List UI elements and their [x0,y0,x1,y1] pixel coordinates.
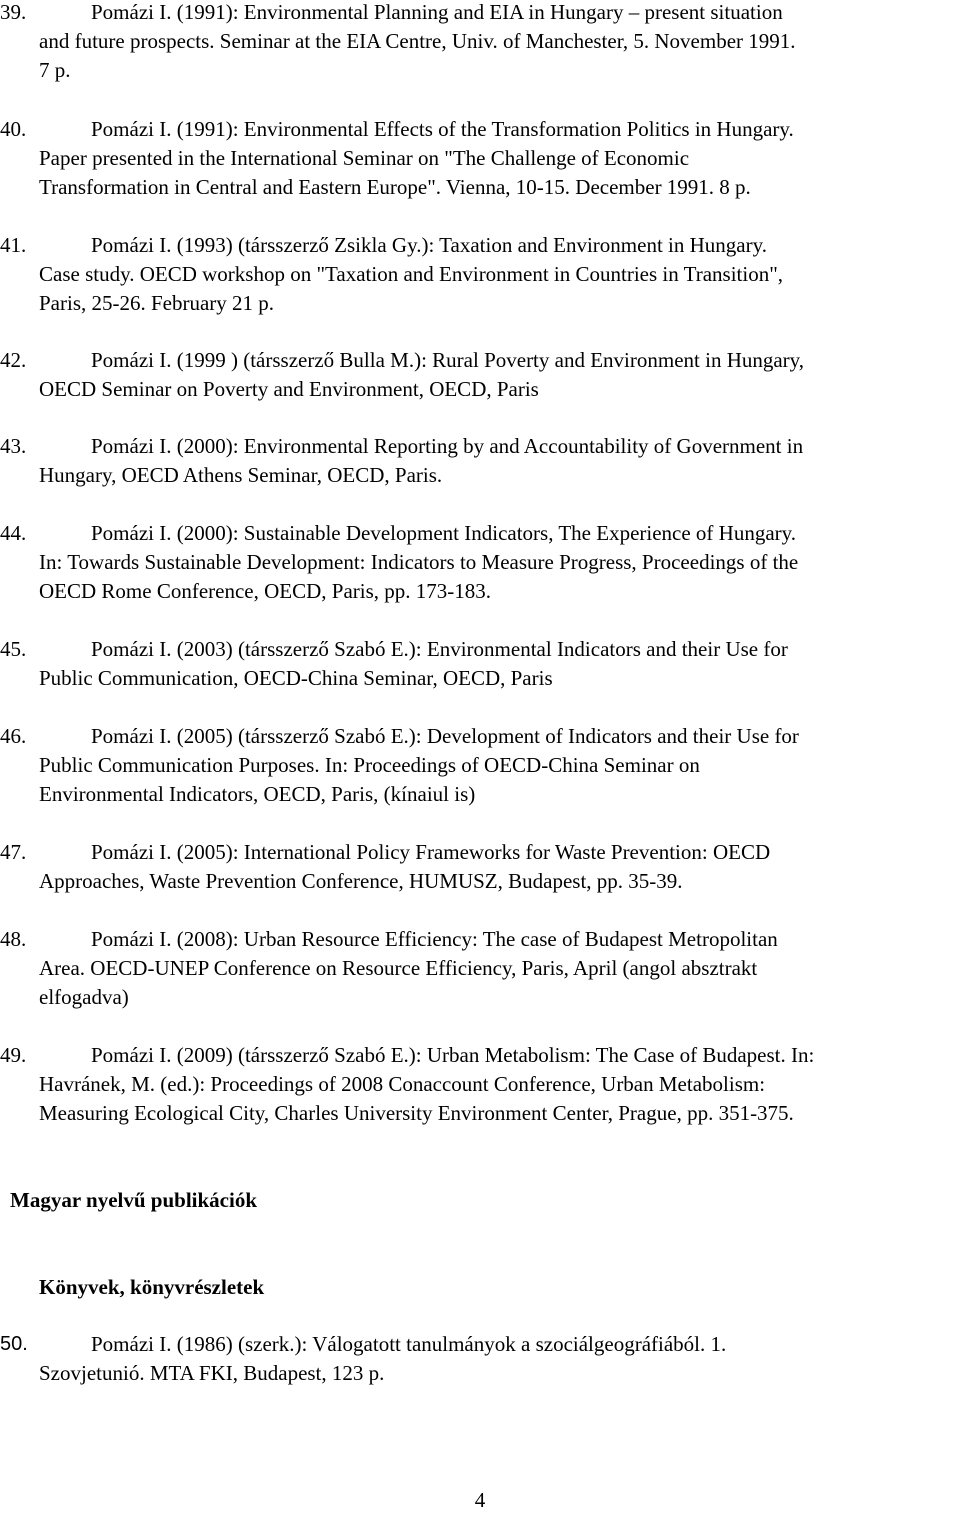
reference-entry-39 [0,0,960,85]
entry-text-line: 7 p. [39,58,71,82]
entry-text-line: In: Towards Sustainable Development: Indicators to Measure Progress, Proceedings of the [39,550,799,574]
entry-number: 40. [0,117,27,141]
entry-number: 49. [0,1043,27,1067]
entry-text-line: Pomázi I. (2000): Environmental Reporting by and Accountability of Government in [91,434,804,458]
entry-text-line: Havránek, M. (ed.): Proceedings of 2008 Conaccount Conference, Urban Metabolism: [39,1072,766,1096]
entry-text-line: Pomázi I. (2003) (társszerző Szabó E.): Environmental Indicators and their Use for [91,637,788,661]
entry-number: 48. [0,927,27,951]
reference-entry-48 [0,925,960,1012]
entry-text-line: Environmental Indicators, OECD, Paris, (kínaiul is) [39,782,476,806]
reference-entry-40 [0,115,960,202]
entry-number: 42. [0,348,27,372]
entry-text-line: Pomázi I. (2008): Urban Resource Efficiency: The case of Budapest Metropolitan [91,927,778,951]
entry-number: 50. [0,1333,28,1355]
entry-number: 43. [0,434,27,458]
entry-text-line: Area. OECD-UNEP Conference on Resource Efficiency, Paris, April (angol absztrakt [39,956,758,980]
reference-entry-49 [0,1041,960,1128]
entry-text-line: Transformation in Central and Eastern Europe". Vienna, 10-15. December 1991. 8 p. [39,175,751,199]
entry-text-line: OECD Seminar on Poverty and Environment, OECD, Paris [39,377,539,401]
entry-text-line: elfogadva) [39,985,129,1009]
entry-number: 44. [0,521,27,545]
reference-entry-46 [0,722,960,809]
section-heading: Magyar nyelvű publikációk [10,1188,257,1212]
entry-text-line: Hungary, OECD Athens Seminar, OECD, Paris. [39,463,443,487]
entry-text-line: Pomázi I. (1991): Environmental Planning and EIA in Hungary – present situation [91,0,783,24]
page-number: 4 [474,1488,486,1512]
entry-text-line: Pomázi I. (2005): International Policy Frameworks for Waste Prevention: OECD [91,840,771,864]
reference-entry-42 [0,346,960,404]
entry-text-line: Pomázi I. (2005) (társszerző Szabó E.): Development of Indicators and their Use for [91,724,799,748]
entry-number: 45. [0,637,27,661]
entry-text-line: Pomázi I. (1993) (társszerző Zsikla Gy.): Taxation and Environment in Hungary. [91,233,767,257]
entry-text-line: Approaches, Waste Prevention Conference, HUMUSZ, Budapest, pp. 35-39. [39,869,683,893]
entry-text-line: and future prospects. Seminar at the EIA Centre, Univ. of Manchester, 5. November 1991. [39,29,796,53]
entry-number: 41. [0,233,27,257]
entry-text-line: Paris, 25-26. February 21 p. [39,291,275,315]
entry-text-line: Pomázi I. (2009) (társszerző Szabó E.): Urban Metabolism: The Case of Budapest. In: [91,1043,815,1067]
entry-number: 39. [0,0,27,24]
reference-entry-50 [0,1330,960,1388]
reference-entry-44 [0,519,960,606]
entry-text-line: Public Communication Purposes. In: Proceedings of OECD-China Seminar on [39,753,700,777]
entry-text-line: Pomázi I. (1999 ) (társszerző Bulla M.): Rural Poverty and Environment in Hungary, [91,348,805,372]
entry-text-line: OECD Rome Conference, OECD, Paris, pp. 173-183. [39,579,492,603]
entry-text-line: Pomázi I. (2000): Sustainable Development Indicators, The Experience of Hungary. [91,521,797,545]
entry-number: 46. [0,724,27,748]
reference-entry-47 [0,838,960,896]
entry-text-line: Measuring Ecological City, Charles University Environment Center, Prague, pp. 351-375. [39,1101,794,1125]
entry-number: 47. [0,840,27,864]
reference-entry-43 [0,432,960,490]
reference-entry-41 [0,231,960,318]
entry-text-line: Case study. OECD workshop on "Taxation and Environment in Countries in Transition", [39,262,784,286]
entry-text-line: Szovjetunió. MTA FKI, Budapest, 123 p. [39,1361,385,1385]
entry-text-line: Pomázi I. (1991): Environmental Effects of the Transformation Politics in Hungary. [91,117,794,141]
entry-text-line: Paper presented in the International Seminar on "The Challenge of Economic [39,146,690,170]
subsection-heading: Könyvek, könyvrészletek [39,1275,265,1299]
entry-text-line: Public Communication, OECD-China Seminar, OECD, Paris [39,666,553,690]
reference-entry-45 [0,635,960,693]
entry-text-line: Pomázi I. (1986) (szerk.): Válogatott tanulmányok a szociálgeográfiából. 1. [91,1332,727,1356]
